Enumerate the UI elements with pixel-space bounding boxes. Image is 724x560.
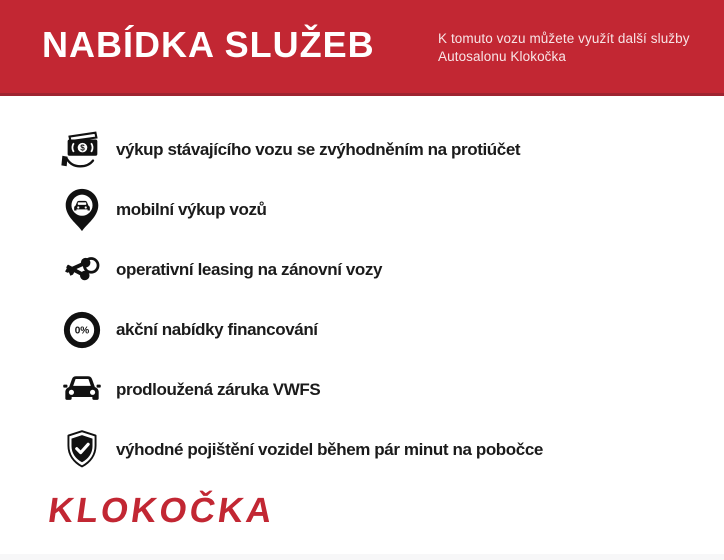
service-row (58, 300, 678, 360)
service-label: výkup stávajícího vozu se zvýhodněním na protiúčet (116, 140, 521, 159)
service-row (58, 420, 678, 480)
service-label: mobilní výkup vozů (116, 200, 267, 219)
service-row (58, 120, 678, 180)
header-subtitle-line1: K tomuto vozu můžete využít další služby (438, 31, 690, 46)
klokocka-logo: KLOKOČKA (45, 491, 278, 530)
service-row (58, 240, 678, 300)
zero-percent-icon (58, 306, 106, 354)
car-location-pin-icon (58, 186, 106, 234)
header-subtitle-line2: Autosalonu Klokočka (438, 49, 566, 64)
svg-text:$: $ (80, 143, 85, 153)
services-list (58, 120, 678, 480)
car-front-icon (58, 366, 106, 414)
header-banner (0, 0, 724, 96)
svg-text:0%: 0% (74, 325, 90, 337)
service-label: operativní leasing na zánovní vozy (116, 260, 383, 279)
service-label: akční nabídky financování (116, 320, 318, 339)
service-row (58, 360, 678, 420)
service-row (58, 180, 678, 240)
cash-in-hand-icon (58, 126, 106, 174)
page-title: NABÍDKA SLUŽEB (42, 24, 375, 65)
car-keys-icon (58, 246, 106, 294)
service-label: prodloužená záruka VWFS (116, 380, 321, 399)
bottom-strip (0, 554, 724, 560)
service-label: výhodné pojištění vozidel během pár minut na pobočce (116, 440, 543, 459)
shield-check-icon (58, 426, 106, 474)
header-subtitle (438, 30, 690, 66)
